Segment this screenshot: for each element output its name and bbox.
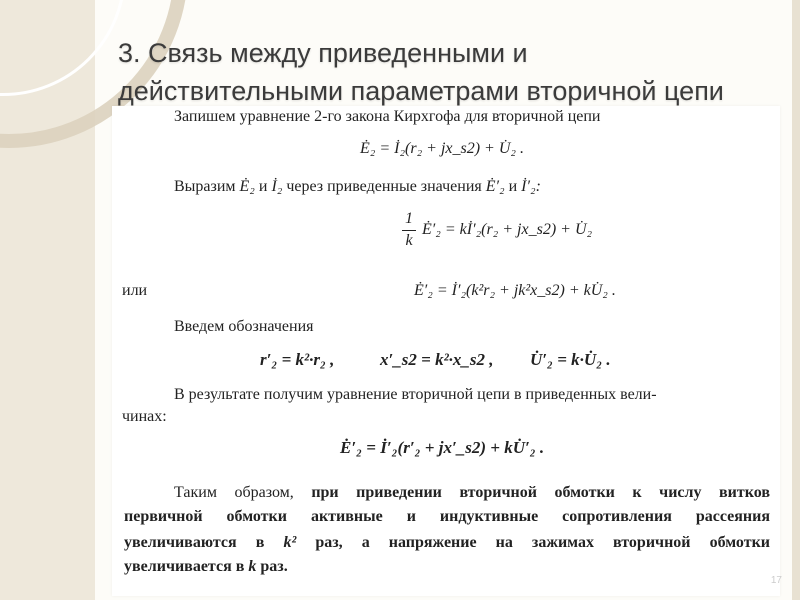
conclusion-line-3: увеличиваются в k² раз, а напряжение на зажимах вторичной обмотки xyxy=(124,534,771,551)
notation-intro: Введем обозначения xyxy=(174,318,314,335)
conclusion-line-4: увеличивается в k раз. xyxy=(124,558,288,575)
conclusion-line-2: первичной обмотки активные и индуктивные сопротивления рассеяния xyxy=(124,508,770,525)
result-line: В результате получим уравнение вторичной цепи в приведенных вели- xyxy=(174,386,657,403)
equation-kirchhoff: Ė₂ = İ₂(r₂ + jx_s2) + U̇₂ . xyxy=(360,140,524,157)
fraction-line xyxy=(402,230,416,231)
decorative-edge xyxy=(792,0,800,600)
fraction-numerator: 1 xyxy=(405,210,413,227)
equation-r2-reduced: r′₂ = k²·r₂ , xyxy=(260,350,335,369)
or-label: или xyxy=(122,282,148,299)
equation-xs2-reduced: x′_s2 = k²·x_s2 , xyxy=(380,350,494,369)
title-line-1: 3. Связь между приведенными и xyxy=(118,38,528,68)
slide-title xyxy=(118,34,788,110)
document-image xyxy=(112,106,780,596)
kirchhoff-intro-text: Запишем уравнение 2-го закона Кирхгофа для вторичной цепи xyxy=(174,108,601,125)
equation-scaled: Ė′₂ = kİ′₂(r₂ + jx_s2) + U̇₂ xyxy=(422,221,593,238)
result-line-cont: чинах: xyxy=(122,408,167,425)
conclusion-line-1: Таким образом, при приведении вторичной обмотки к числу витков xyxy=(174,484,771,501)
page-number: 17 xyxy=(770,575,782,586)
title-line-2: действительными параметрами вторичной цепи xyxy=(118,76,724,106)
express-line: Выразим Ė₂ и İ₂ через приведенные значения Ė′₂ и İ′₂: xyxy=(174,178,541,195)
equation-reduced-secondary: Ė′₂ = İ′₂(r′₂ + jx′_s2) + kU̇′₂ . xyxy=(340,438,545,457)
equation-expanded: Ė′₂ = İ′₂(k²r₂ + jk²x_s2) + kU̇₂ . xyxy=(414,282,616,299)
equation-u2-reduced: U̇′₂ = k·U̇₂ . xyxy=(530,350,611,369)
fraction-denominator: k xyxy=(405,232,413,249)
